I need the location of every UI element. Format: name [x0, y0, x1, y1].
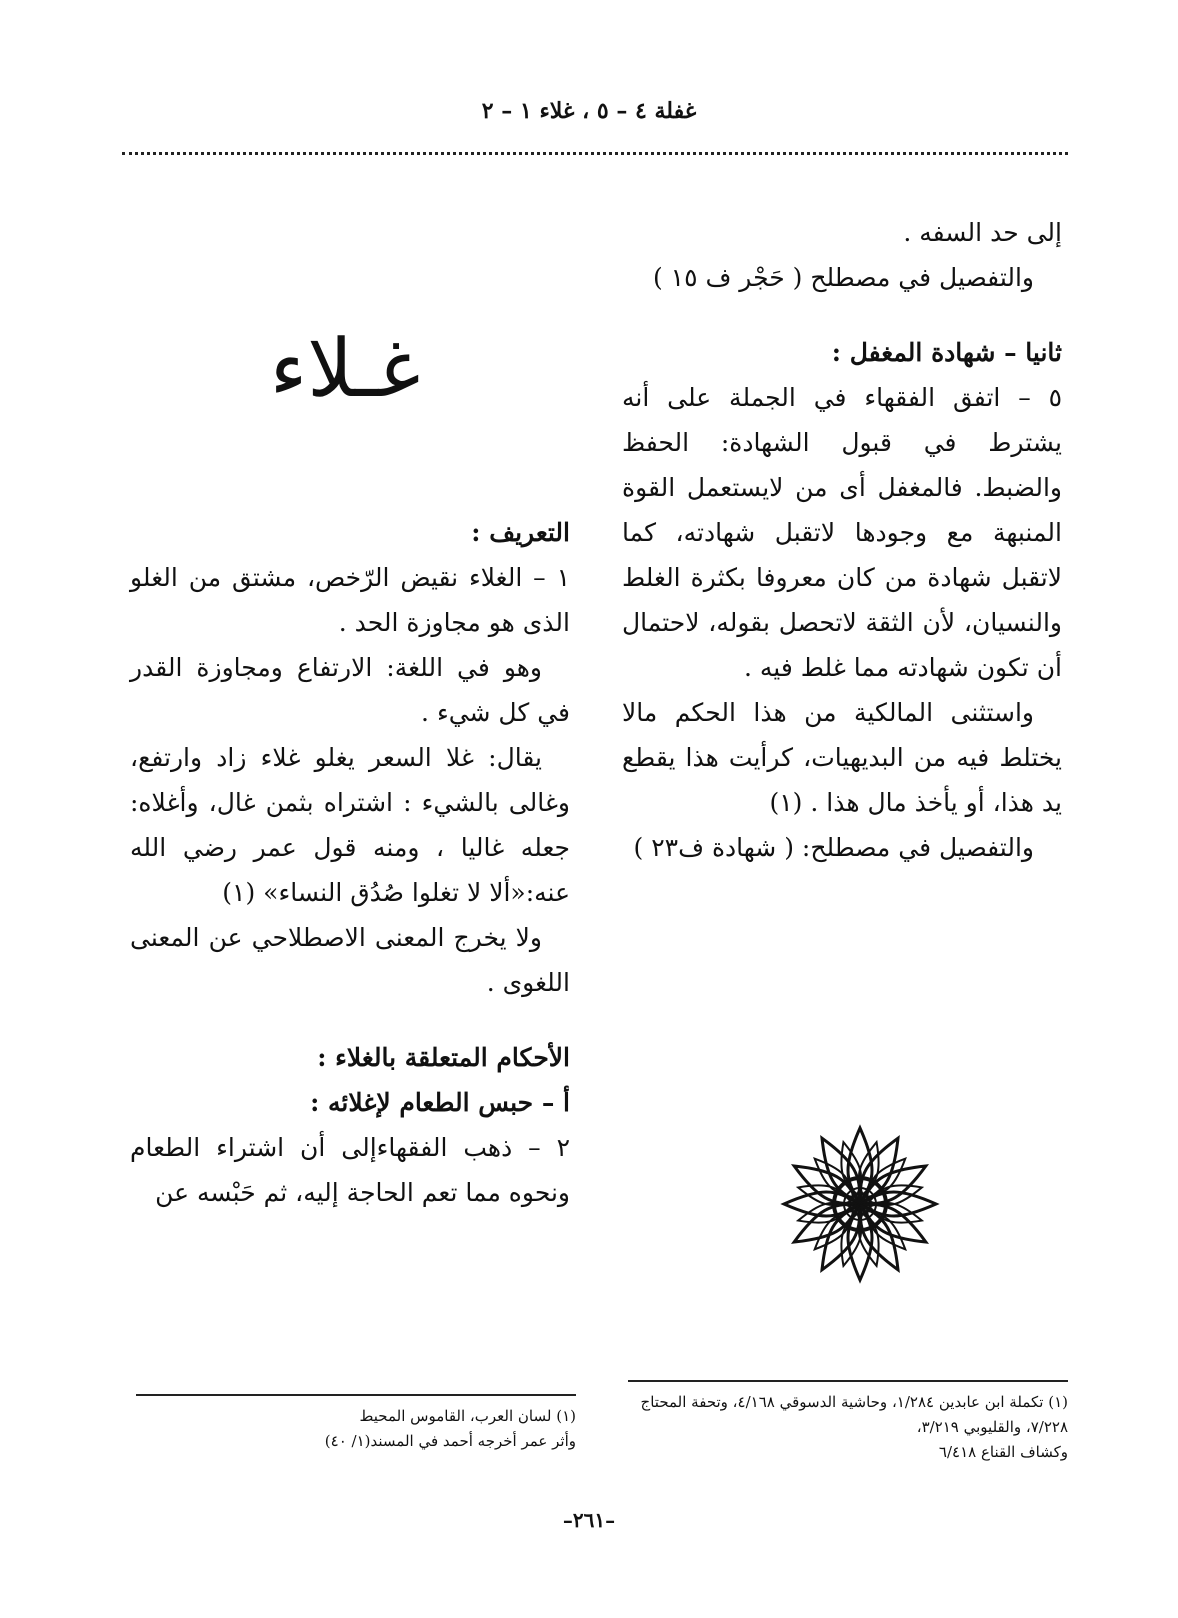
right-column [622, 210, 1062, 870]
footnote-left-line-2: وأثر عمر أخرجه أحمد في المسند(١/ ٤٠) [324, 1432, 576, 1450]
star-ornament-icon [780, 1124, 940, 1284]
footnote-rule-left [136, 1394, 576, 1396]
paragraph-5: ٥ – اتفق الفقهاء في الجملة على أنه يشترط في قبول الشهادة: الحفظ والضبط. فالمغفل أى من لايستعمل القوة المنبهة مع وجودها لاتقبل شهادته، كما لاتقبل شهادة من كان معروفا بكثرة الغلط والنسيان، لأن الثقة لاتحصل بقوله، لاحتمال أن تكون شهادته مما غلط فيه . [622, 383, 1062, 682]
heading-rulings: الأحكام المتعلقة بالغلاء : [317, 1043, 570, 1072]
paragraph-usage-examples: يقال: غلا السعر يغلو غلاء زاد وارتفع، وغالى بالشيء : اشتراه بثمن غال، وأغلاه: جعله غاليا ، ومنه قول عمر رضي الله عنه:«ألا لا تغلوا صُدُق النساء» (١) [130, 743, 570, 907]
heading-hoarding: أ – حبس الطعام لإغلائه : [310, 1088, 570, 1117]
footnote-rule-right [628, 1380, 1068, 1382]
footnotes-right [628, 1390, 1068, 1465]
heading-mughaffal-testimony: ثانيا – شهادة المغفل : [831, 338, 1062, 367]
paragraph-2: ٢ – ذهب الفقهاءإلى أن اشتراء الطعام ونحوه مما تعم الحاجة إليه، ثم حَبْسه عن [130, 1133, 570, 1207]
footnotes-left [136, 1404, 576, 1454]
paragraph-safah: إلى حد السفه . [903, 218, 1062, 247]
paragraph-malikiyya-exception: واستثنى المالكية من هذا الحكم مالا يختلط فيه من البديهيات، كرأيت هذا يقطع يد هذا، أو يأخذ مال هذا . (١) [622, 698, 1062, 817]
paragraph-shahada-reference: والتفصيل في مصطلح: ( شهادة ف٢٣ ) [633, 833, 1034, 862]
paragraph-technical-meaning: ولا يخرج المعنى الاصطلاحي عن المعنى اللغوى . [130, 923, 570, 997]
entry-title: غـلاء [269, 322, 421, 415]
footnote-left-line-1: (١) لسان العرب، القاموس المحيط [359, 1407, 576, 1425]
header-dotted-rule [122, 152, 1068, 155]
paragraph-1: ١ – الغلاء نقيض الرّخص، مشتق من الغلو الذى هو مجاوزة الحد . [130, 563, 570, 637]
footnote-right-line-1: (١) تكملة ابن عابدين ١/٢٨٤، وحاشية الدسوقي ٤/١٦٨، وتحفة المحتاج ٧/٢٢٨، والقليوبي ٣/٢١٩، [640, 1393, 1068, 1436]
paragraph-linguistic-meaning: وهو في اللغة: الارتفاع ومجاوزة القدر في كل شيء . [130, 653, 570, 727]
page-number: –٢٦١– [562, 1508, 616, 1532]
footnote-right-line-2: وكشاف القناع ٦/٤١٨ [938, 1443, 1068, 1461]
running-head: غفلة ٤ – ٥ ، غلاء ١ – ٢ [481, 98, 697, 124]
heading-definition: التعريف : [471, 518, 570, 547]
left-column [130, 510, 570, 1215]
paragraph-hajr-reference: والتفصيل في مصطلح ( حَجْر ف ١٥ ) [652, 263, 1034, 292]
